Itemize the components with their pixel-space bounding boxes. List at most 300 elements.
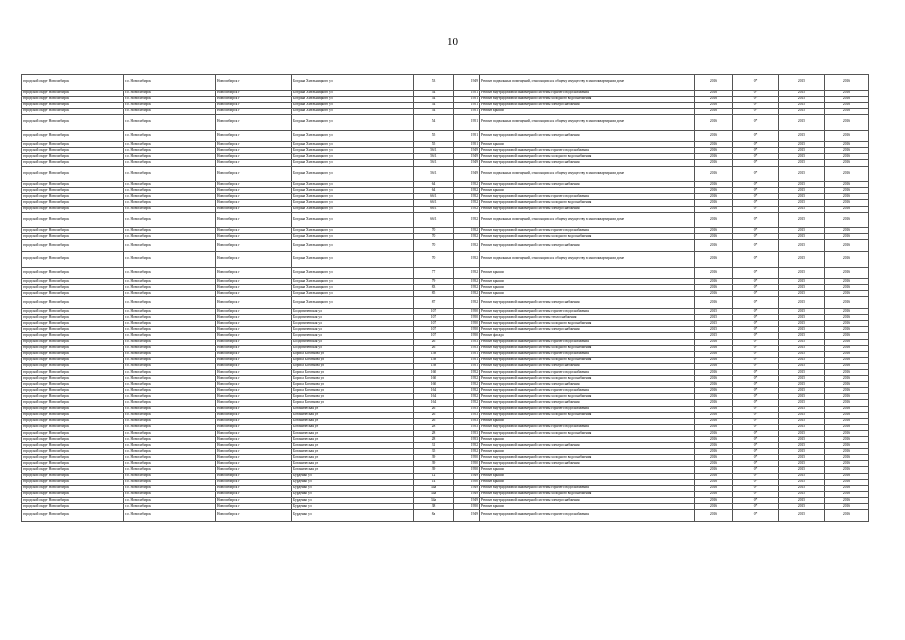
period-end-cell: 2016: [825, 130, 869, 142]
period-end-cell: 2016: [825, 166, 869, 182]
period-end-cell: 2016: [825, 418, 869, 424]
street-cell: Бурденко ул: [292, 510, 414, 522]
urban-district-cell: городской округ Новосибирск: [22, 382, 124, 388]
build-year-cell: 1952: [454, 234, 480, 240]
municipality-cell: г.о. Новосибирск: [124, 291, 216, 297]
work-type-cell: Ремонт подвальных помещений, относящихся к общему имуществу в многоквартирном доме: [480, 114, 695, 130]
plan-year-cell: 2016: [695, 497, 733, 503]
municipality-cell: г.о. Новосибирск: [124, 449, 216, 455]
build-year-cell: 1949: [454, 491, 480, 497]
urban-district-cell: городской округ Новосибирск: [22, 327, 124, 333]
street-cell: Богдана Хмельницкого ул: [292, 228, 414, 234]
build-year-cell: 1952: [454, 240, 480, 252]
urban-district-cell: городской округ Новосибирск: [22, 491, 124, 497]
work-type-cell: Ремонт внутридомовой инженерной системы горячего водоснабжения: [480, 228, 695, 234]
cost-cell: 0*: [733, 234, 779, 240]
period-end-cell: 2016: [825, 394, 869, 400]
period-start-cell: 2015: [779, 363, 825, 369]
street-cell: Богдана Хмельницкого ул: [292, 90, 414, 96]
settlement-cell: Новосибирск г: [216, 90, 292, 96]
build-year-cell: 1952: [454, 443, 480, 449]
settlement-cell: Новосибирск г: [216, 394, 292, 400]
urban-district-cell: городской округ Новосибирск: [22, 357, 124, 363]
municipality-cell: г.о. Новосибирск: [124, 473, 216, 479]
municipality-cell: г.о. Новосибирск: [124, 130, 216, 142]
urban-district-cell: городской округ Новосибирск: [22, 473, 124, 479]
plan-year-cell: 2016: [695, 130, 733, 142]
plan-year-cell: 2016: [695, 345, 733, 351]
street-cell: Болдовичевская ул: [292, 309, 414, 315]
period-end-cell: 2016: [825, 406, 869, 412]
cost-cell: 0*: [733, 182, 779, 188]
settlement-cell: Новосибирск г: [216, 212, 292, 228]
period-start-cell: 2015: [779, 449, 825, 455]
house-number-cell: 8а: [414, 510, 454, 522]
house-number-cell: 39: [414, 467, 454, 473]
street-cell: Ботаническая ул: [292, 406, 414, 412]
municipality-cell: г.о. Новосибирск: [124, 461, 216, 467]
cost-cell: 0*: [733, 418, 779, 424]
street-cell: Богдана Хмельницкого ул: [292, 108, 414, 114]
urban-district-cell: городской округ Новосибирск: [22, 297, 124, 309]
cost-cell: 0*: [733, 382, 779, 388]
municipality-cell: г.о. Новосибирск: [124, 251, 216, 267]
urban-district-cell: городской округ Новосибирск: [22, 291, 124, 297]
municipality-cell: г.о. Новосибирск: [124, 504, 216, 510]
work-type-cell: Ремонт крыши: [480, 291, 695, 297]
period-end-cell: 2016: [825, 206, 869, 212]
urban-district-cell: городской округ Новосибирск: [22, 412, 124, 418]
work-type-cell: Ремонт внутридомовой инженерной системы электроснабжения: [480, 297, 695, 309]
urban-district-cell: городской округ Новосибирск: [22, 285, 124, 291]
period-end-cell: 2016: [825, 467, 869, 473]
cost-cell: 0*: [733, 357, 779, 363]
work-type-cell: Ремонт крыши: [480, 142, 695, 148]
build-year-cell: 1952: [454, 388, 480, 394]
street-cell: Болдовичевская ул: [292, 321, 414, 327]
settlement-cell: Новосибирск г: [216, 285, 292, 291]
cost-cell: 0*: [733, 142, 779, 148]
period-start-cell: 2015: [779, 461, 825, 467]
municipality-cell: г.о. Новосибирск: [124, 357, 216, 363]
period-end-cell: 2016: [825, 504, 869, 510]
house-number-cell: 79: [414, 279, 454, 285]
street-cell: Богдана Хмельницкого ул: [292, 166, 414, 182]
period-start-cell: 2015: [779, 345, 825, 351]
work-type-cell: Ремонт крыши: [480, 437, 695, 443]
build-year-cell: 1949: [454, 473, 480, 479]
plan-year-cell: 2016: [695, 154, 733, 160]
house-number-cell: 160: [414, 376, 454, 382]
cost-cell: 0*: [733, 473, 779, 479]
municipality-cell: г.о. Новосибирск: [124, 376, 216, 382]
build-year-cell: 1950: [454, 327, 480, 333]
work-type-cell: Ремонт внутридомовой инженерной системы горячего водоснабжения: [480, 369, 695, 375]
period-start-cell: 2015: [779, 251, 825, 267]
period-start-cell: 2015: [779, 96, 825, 102]
municipality-cell: г.о. Новосибирск: [124, 345, 216, 351]
municipality-cell: г.о. Новосибирск: [124, 182, 216, 188]
street-cell: Ботаническая ул: [292, 449, 414, 455]
build-year-cell: 1953: [454, 430, 480, 436]
cost-cell: 0*: [733, 130, 779, 142]
work-type-cell: Ремонт крыши: [480, 188, 695, 194]
build-year-cell: 1952: [454, 400, 480, 406]
work-type-cell: Ремонт крыши: [480, 467, 695, 473]
settlement-cell: Новосибирск г: [216, 102, 292, 108]
build-year-cell: 1951: [454, 90, 480, 96]
house-number-cell: 158: [414, 357, 454, 363]
work-type-cell: Ремонт внутридомовой инженерной системы электроснабжения: [480, 160, 695, 166]
street-cell: Ботаническая ул: [292, 455, 414, 461]
plan-year-cell: 2016: [695, 148, 733, 154]
municipality-cell: г.о. Новосибирск: [124, 90, 216, 96]
period-start-cell: 2015: [779, 467, 825, 473]
urban-district-cell: городской округ Новосибирск: [22, 510, 124, 522]
municipality-cell: г.о. Новосибирск: [124, 406, 216, 412]
municipality-cell: г.о. Новосибирск: [124, 200, 216, 206]
settlement-cell: Новосибирск г: [216, 142, 292, 148]
period-start-cell: 2015: [779, 108, 825, 114]
settlement-cell: Новосибирск г: [216, 504, 292, 510]
period-end-cell: 2016: [825, 90, 869, 96]
house-number-cell: 66/1: [414, 212, 454, 228]
period-start-cell: 2015: [779, 504, 825, 510]
work-type-cell: Ремонт крыши: [480, 479, 695, 485]
build-year-cell: 1950: [454, 333, 480, 339]
work-type-cell: Ремонт подвальных помещений, относящихся к общему имуществу в многоквартирном доме: [480, 75, 695, 91]
house-number-cell: 160: [414, 382, 454, 388]
plan-year-cell: 2016: [695, 424, 733, 430]
period-end-cell: 2016: [825, 285, 869, 291]
urban-district-cell: городской округ Новосибирск: [22, 212, 124, 228]
work-type-cell: Ремонт внутридомовой инженерной системы горячего водоснабжения: [480, 351, 695, 357]
settlement-cell: Новосибирск г: [216, 182, 292, 188]
settlement-cell: Новосибирск г: [216, 321, 292, 327]
cost-cell: 0*: [733, 394, 779, 400]
cost-cell: 0*: [733, 376, 779, 382]
period-end-cell: 2016: [825, 455, 869, 461]
build-year-cell: 1950: [454, 309, 480, 315]
table-row: [22, 297, 869, 309]
work-type-cell: Ремонт внутридомовой инженерной системы холодного водоснабжения: [480, 200, 695, 206]
cost-cell: 0*: [733, 510, 779, 522]
period-end-cell: 2016: [825, 327, 869, 333]
plan-year-cell: 2016: [695, 443, 733, 449]
page-number: 10: [447, 36, 458, 48]
municipality-cell: г.о. Новосибирск: [124, 430, 216, 436]
settlement-cell: Новосибирск г: [216, 485, 292, 491]
house-number-cell: 28: [414, 430, 454, 436]
period-start-cell: 2015: [779, 194, 825, 200]
urban-district-cell: городской округ Новосибирск: [22, 479, 124, 485]
cost-cell: 0*: [733, 424, 779, 430]
work-type-cell: Ремонт внутридомовой инженерной системы электроснабжения: [480, 382, 695, 388]
urban-district-cell: городской округ Новосибирск: [22, 443, 124, 449]
build-year-cell: 1949: [454, 148, 480, 154]
plan-year-cell: 2016: [695, 108, 733, 114]
settlement-cell: Новосибирск г: [216, 376, 292, 382]
plan-year-cell: 2016: [695, 75, 733, 91]
work-type-cell: Ремонт внутридомовой инженерной системы холодного водоснабжения: [480, 455, 695, 461]
work-type-cell: Ремонт крыши: [480, 267, 695, 279]
work-type-cell: Ремонт фасада: [480, 333, 695, 339]
period-end-cell: 2016: [825, 388, 869, 394]
table-row: [22, 510, 869, 522]
settlement-cell: Новосибирск г: [216, 357, 292, 363]
period-start-cell: 2015: [779, 357, 825, 363]
house-number-cell: 66/1: [414, 200, 454, 206]
house-number-cell: 107: [414, 333, 454, 339]
work-type-cell: Ремонт внутридомовой инженерной системы холодного водоснабжения: [480, 394, 695, 400]
period-end-cell: 2016: [825, 154, 869, 160]
build-year-cell: 1952: [454, 194, 480, 200]
period-start-cell: 2015: [779, 148, 825, 154]
table-row: [22, 251, 869, 267]
urban-district-cell: городской округ Новосибирск: [22, 351, 124, 357]
street-cell: Богдана Хмельницкого ул: [292, 194, 414, 200]
work-type-cell: Ремонт крыши: [480, 473, 695, 479]
house-number-cell: 31: [414, 443, 454, 449]
house-number-cell: 26: [414, 406, 454, 412]
period-start-cell: 2015: [779, 130, 825, 142]
period-end-cell: 2016: [825, 473, 869, 479]
cost-cell: 0*: [733, 251, 779, 267]
street-cell: Богдана Хмельницкого ул: [292, 75, 414, 91]
settlement-cell: Новосибирск г: [216, 148, 292, 154]
period-start-cell: 2015: [779, 285, 825, 291]
street-cell: Бурденко ул: [292, 491, 414, 497]
build-year-cell: 1950: [454, 315, 480, 321]
build-year-cell: 1952: [454, 206, 480, 212]
build-year-cell: 1952: [454, 382, 480, 388]
municipality-cell: г.о. Новосибирск: [124, 234, 216, 240]
build-year-cell: 1951: [454, 357, 480, 363]
period-start-cell: 2015: [779, 279, 825, 285]
plan-year-cell: 2015: [695, 315, 733, 321]
house-number-cell: 56/1: [414, 160, 454, 166]
settlement-cell: Новосибирск г: [216, 455, 292, 461]
urban-district-cell: городской округ Новосибирск: [22, 467, 124, 473]
work-type-cell: Ремонт крыши: [480, 504, 695, 510]
cost-cell: 0*: [733, 412, 779, 418]
house-number-cell: 64: [414, 182, 454, 188]
table-row: [22, 212, 869, 228]
work-type-cell: Ремонт внутридомовой инженерной системы электроснабжения: [480, 206, 695, 212]
table-row: [22, 130, 869, 142]
settlement-cell: Новосибирск г: [216, 437, 292, 443]
street-cell: Богдана Хмельницкого ул: [292, 114, 414, 130]
cost-cell: 0*: [733, 108, 779, 114]
work-type-cell: Ремонт внутридомовой инженерной системы горячего водоснабжения: [480, 424, 695, 430]
cost-cell: 0*: [733, 206, 779, 212]
table-row: [22, 166, 869, 182]
municipality-cell: г.о. Новосибирск: [124, 309, 216, 315]
build-year-cell: 1952: [454, 291, 480, 297]
municipality-cell: г.о. Новосибирск: [124, 285, 216, 291]
street-cell: Богдана Хмельницкого ул: [292, 297, 414, 309]
settlement-cell: Новосибирск г: [216, 315, 292, 321]
period-start-cell: 2015: [779, 424, 825, 430]
municipality-cell: г.о. Новосибирск: [124, 212, 216, 228]
period-end-cell: 2016: [825, 400, 869, 406]
period-start-cell: 2015: [779, 321, 825, 327]
build-year-cell: 1952: [454, 182, 480, 188]
urban-district-cell: городской округ Новосибирск: [22, 406, 124, 412]
plan-year-cell: 2016: [695, 285, 733, 291]
plan-year-cell: 2016: [695, 251, 733, 267]
build-year-cell: 1952: [454, 394, 480, 400]
period-start-cell: 2015: [779, 443, 825, 449]
urban-district-cell: городской округ Новосибирск: [22, 461, 124, 467]
plan-year-cell: 2015: [695, 327, 733, 333]
cost-cell: 0*: [733, 504, 779, 510]
build-year-cell: 1953: [454, 412, 480, 418]
build-year-cell: 1950: [454, 461, 480, 467]
house-number-cell: 107: [414, 309, 454, 315]
house-number-cell: 160: [414, 369, 454, 375]
period-start-cell: 2015: [779, 142, 825, 148]
settlement-cell: Новосибирск г: [216, 200, 292, 206]
street-cell: Бориса Богаткова ул: [292, 369, 414, 375]
work-type-cell: Ремонт крыши: [480, 418, 695, 424]
settlement-cell: Новосибирск г: [216, 388, 292, 394]
street-cell: Бориса Богаткова ул: [292, 363, 414, 369]
work-type-cell: Ремонт внутридомовой инженерной системы электроснабжения: [480, 497, 695, 503]
build-year-cell: 1953: [454, 339, 480, 345]
settlement-cell: Новосибирск г: [216, 339, 292, 345]
street-cell: Богдана Хмельницкого ул: [292, 251, 414, 267]
build-year-cell: 1951: [454, 142, 480, 148]
cost-cell: 0*: [733, 437, 779, 443]
period-end-cell: 2016: [825, 228, 869, 234]
settlement-cell: Новосибирск г: [216, 418, 292, 424]
settlement-cell: Новосибирск г: [216, 75, 292, 91]
house-number-cell: 55: [414, 130, 454, 142]
street-cell: Богдана Хмельницкого ул: [292, 160, 414, 166]
period-end-cell: 2016: [825, 443, 869, 449]
urban-district-cell: городской округ Новосибирск: [22, 267, 124, 279]
build-year-cell: 1952: [454, 369, 480, 375]
build-year-cell: 1952: [454, 188, 480, 194]
plan-year-cell: 2016: [695, 142, 733, 148]
work-type-cell: Ремонт крыши: [480, 285, 695, 291]
period-start-cell: 2015: [779, 388, 825, 394]
settlement-cell: Новосибирск г: [216, 491, 292, 497]
house-number-cell: 14: [414, 479, 454, 485]
cost-cell: 0*: [733, 297, 779, 309]
period-end-cell: 2016: [825, 339, 869, 345]
build-year-cell: 1952: [454, 228, 480, 234]
period-start-cell: 2015: [779, 240, 825, 252]
work-type-cell: Ремонт внутридомовой инженерной системы холодного водоснабжения: [480, 412, 695, 418]
urban-district-cell: городской округ Новосибирск: [22, 376, 124, 382]
urban-district-cell: городской округ Новосибирск: [22, 166, 124, 182]
period-start-cell: 2015: [779, 479, 825, 485]
street-cell: Болдовичевская ул: [292, 333, 414, 339]
municipality-cell: г.о. Новосибирск: [124, 160, 216, 166]
settlement-cell: Новосибирск г: [216, 188, 292, 194]
house-number-cell: 34а: [414, 485, 454, 491]
street-cell: Богдана Хмельницкого ул: [292, 234, 414, 240]
period-end-cell: 2016: [825, 75, 869, 91]
urban-district-cell: городской округ Новосибирск: [22, 418, 124, 424]
period-start-cell: 2015: [779, 212, 825, 228]
street-cell: Ботаническая ул: [292, 430, 414, 436]
municipality-cell: г.о. Новосибирск: [124, 333, 216, 339]
period-end-cell: 2016: [825, 357, 869, 363]
plan-year-cell: 2016: [695, 339, 733, 345]
period-start-cell: 2015: [779, 369, 825, 375]
plan-year-cell: 2016: [695, 412, 733, 418]
plan-year-cell: 2016: [695, 114, 733, 130]
plan-year-cell: 2016: [695, 473, 733, 479]
period-end-cell: 2016: [825, 424, 869, 430]
plan-year-cell: 2016: [695, 228, 733, 234]
cost-cell: 0*: [733, 321, 779, 327]
cost-cell: 0*: [733, 406, 779, 412]
period-start-cell: 2015: [779, 234, 825, 240]
settlement-cell: Новосибирск г: [216, 309, 292, 315]
municipality-cell: г.о. Новосибирск: [124, 102, 216, 108]
street-cell: Богдана Хмельницкого ул: [292, 285, 414, 291]
house-number-cell: 54: [414, 96, 454, 102]
settlement-cell: Новосибирск г: [216, 166, 292, 182]
cost-cell: 0*: [733, 228, 779, 234]
period-end-cell: 2016: [825, 497, 869, 503]
plan-year-cell: 2016: [695, 382, 733, 388]
work-type-cell: Ремонт внутридомовой инженерной системы теплоснабжения: [480, 315, 695, 321]
settlement-cell: Новосибирск г: [216, 443, 292, 449]
work-type-cell: Ремонт внутридомовой инженерной системы горячего водоснабжения: [480, 309, 695, 315]
house-number-cell: 54: [414, 102, 454, 108]
period-end-cell: 2016: [825, 96, 869, 102]
municipality-cell: г.о. Новосибирск: [124, 188, 216, 194]
settlement-cell: Новосибирск г: [216, 279, 292, 285]
period-end-cell: 2016: [825, 102, 869, 108]
street-cell: Бурденко ул: [292, 479, 414, 485]
work-type-cell: Ремонт внутридомовой инженерной системы электроснабжения: [480, 400, 695, 406]
plan-year-cell: 2016: [695, 267, 733, 279]
build-year-cell: 1952: [454, 297, 480, 309]
plan-year-cell: 2016: [695, 467, 733, 473]
cost-cell: 0*: [733, 430, 779, 436]
plan-year-cell: 2016: [695, 240, 733, 252]
settlement-cell: Новосибирск г: [216, 497, 292, 503]
settlement-cell: Новосибирск г: [216, 154, 292, 160]
house-number-cell: 26: [414, 412, 454, 418]
plan-year-cell: 2016: [695, 449, 733, 455]
house-number-cell: 85: [414, 291, 454, 297]
period-start-cell: 2015: [779, 333, 825, 339]
house-number-cell: 38: [414, 504, 454, 510]
build-year-cell: 1953: [454, 345, 480, 351]
municipality-cell: г.о. Новосибирск: [124, 424, 216, 430]
settlement-cell: Новосибирск г: [216, 473, 292, 479]
build-year-cell: 1950: [454, 467, 480, 473]
settlement-cell: Новосибирск г: [216, 130, 292, 142]
cost-cell: 0*: [733, 160, 779, 166]
plan-year-cell: 2015: [695, 309, 733, 315]
house-number-cell: 54: [414, 108, 454, 114]
cost-cell: 0*: [733, 351, 779, 357]
cost-cell: 0*: [733, 267, 779, 279]
house-number-cell: 66/1: [414, 206, 454, 212]
build-year-cell: 1951: [454, 108, 480, 114]
period-end-cell: 2016: [825, 412, 869, 418]
work-type-cell: Ремонт внутридомовой инженерной системы холодного водоснабжения: [480, 376, 695, 382]
urban-district-cell: городской округ Новосибирск: [22, 455, 124, 461]
